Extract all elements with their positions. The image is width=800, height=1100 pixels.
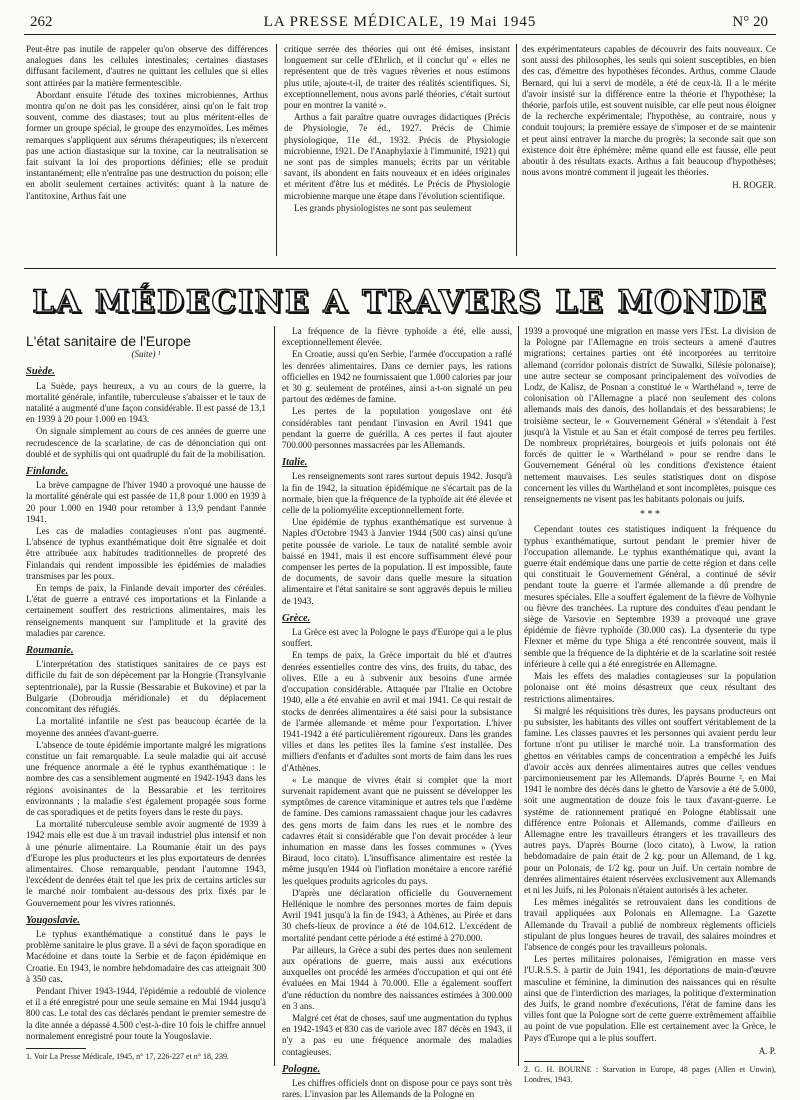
footnote-rule (524, 1061, 584, 1062)
country-heading-suede: Suède. (26, 366, 55, 378)
paragraph: Arthus a fait paraître quatre ouvrages didactiques (Précis de Physiologie, 7e éd., 1927. Précis de Chimie physiologique, 11e éd., 1932. Précis de Physiologie microbienne, 1921. De l'Anaphylaxie à l'immunité, 1921) qui ne sont pas de simples manuels; écrits par un véritable savant, ils abondent en faits nouveaux et en idées originales et méritent d'être lus et médités. Le Précis de Physiologie microbienne marque une étape dans l'évolution scientifique. (284, 112, 510, 201)
article-title: L'état sanitaire de l'Europe (26, 333, 191, 349)
issue-number: N° 20 (732, 14, 768, 30)
article-column-2 (282, 326, 512, 1100)
paragraph: critique serrée des théories qui ont été émises, insistant longuement sur celle d'Ehrlich, et il conclut qu' « elles ne représentent que de très vagues rêveries et nous estimons plus utile, ajoute-t-il, de traiter des réalités scientifiques. Si, exceptionnellement, nous avons parlé théories, c'était surtout pour en montrer la vanité ». (284, 44, 510, 111)
paragraph: Les renseignements sont rares surtout depuis 1942. Jusqu'à la fin de 1942, la situation épidémique ne s'écartait pas de la normale, bien que la fréquence de la typhoïde ait été élevée et celle de la poliomyélite exceptionnellement forte. (282, 471, 512, 516)
paragraph: Les chiffres officiels dont on dispose pour ce pays sont très rares. L'invasion par les Allemands de la Pologne en (282, 1078, 512, 1100)
column-divider (516, 44, 517, 256)
paragraph: Par ailleurs, la Grèce a subi des pertes dues non seulement aux opérations de guerre, mais aussi aux exécutions auxquelles ont procédé les armées d'occupation et qui ont été évaluées en Mai 1944 à 70.000. Elle a également souffert d'une réduction du nombre des naissances estimées à 300.000 en 3 ans. (282, 944, 512, 1011)
author-signature: A. P. (758, 1045, 776, 1056)
article-column-3 (524, 326, 776, 1084)
paragraph: La Suède, pays heureux, a vu au cours de la guerre, la mortalité générale, infantile, tuberculeuse s'abaisser et le taux de natalité a augmenté d'une façon considérable. Il est passé de 13,1 en 1939 à 20 pour 1.000 en 1943. (26, 380, 266, 425)
paragraph: L'absence de toute épidémie importante malgré les migrations constitue un fait remarquable. La seule maladie qui ait accusé une fréquence anormale a été le typhus exanthématique : le nombre des cas a sensiblement augmenté en 1942-1943 dans les régions avoisinantes de la Bessarabie et les territoires environnants ; la maladie s'est également propagée sous forme de cas sporadiques et de petits foyers dans le reste du pays. (26, 739, 266, 817)
paragraph: La mortalité tuberculeuse semble avoir augmenté de 1939 à 1942 mais elle est due à un travail industriel plus intensif et non à une pénurie alimentaire. La Roumanie était un des pays d'Europe les plus producteurs et les plus exportateurs de denrées alimentaires. Chose remarquable, pendant l'automne 1943, l'excédent de denrées était tel que les prix de certains articles sur le marché noir tombaient au-dessous des prix fixés par le Gouvernement pour les vivres rationnés. (26, 819, 266, 908)
column-divider (518, 326, 519, 1066)
section-banner: LA MÉDECINE A TRAVERS LE MONDE (32, 284, 768, 320)
paragraph: Si malgré les réquisitions très dures, les paysans producteurs ont pu subsister, les habitants des villes ont souffert véritablement de la famine. Les classes pauvres et les personnes qui avaient perdu leur fortune n'ont pu utiliser le marché noir. La transformation des ghettos en véritables camps de concentration a empêché les Juifs d'avoir accès aux denrées alimentaires autres que celles vendues parcimonieusement par les Allemands. D'après Bourne ², en Mai 1941 le nombre des décès dans le ghetto de Varsovie a été de 5.000, soit une augmentation de douze fois le taux d'avant-guerre. Le système de rationnement pratiqué en Pologne établissait une différence entre Polonais et Allemands, comme d'ailleurs en Allemagne entre les travailleurs étrangers et les travailleurs des autres pays. D'après Bourne (loco citato), à Lwow, la ration hebdomadaire de pain était de 2 kg. pour un Allemand, de 1 kg. pour un Polonais, de 1/2 kg. pour un Juif. Un certain nombre de denrées alimentaires étaient réservées exclusivement aux Allemands et ni les Juifs, ni les Polonais n'étaient autorisés à les acheter. (524, 705, 776, 895)
paragraph: Abordant ensuite l'étude des toxines microbiennes, Arthus montra qu'on ne doit pas les considérer, ainsi qu'on le fait trop souvent, comme des diastases; tout au plus méritent-elles de former un groupe spécial, le groupe des enzymoïdes. Les mêmes remarques s'appliquent aux sérums thérapeutiques; ils n'exercent pas une action diastasique sur la toxine, car la neutralisation se fait suivant la loi des proportions définies; elle se produit instantanément; elle n'entraîne pas une destruction du poison; elle en abolit seulement certaines activités: quant à la nature de l'antitoxine, Arthus fait une (26, 89, 268, 201)
paragraph: La brève campagne de l'hiver 1940 a provoqué une hausse de la mortalité générale qui est passée de 11,8 pour 1.000 en 1939 à 20 pour 1.000 en 1940 pour retomber à 13,9 pendant l'année 1941. (26, 480, 266, 524)
country-heading-pologne: Pologne. (282, 1063, 321, 1075)
paragraph: Pendant l'hiver 1943-1944, l'épidémie a redoublé de violence et il a été enregistré pour une seule semaine en Mai 1944 jusqu'à 800 cas. Le total des cas déclarés pendant le premier semestre de la dite année a dépassé 4.500 c'est-à-dire 10 fois le chiffre annuel normalement enregistré pour toute la Yougoslavie. (26, 985, 266, 1041)
paragraph: D'après une déclaration officielle du Gouvernement Hellénique le nombre des personnes mortes de faim depuis Avril 1941 jusqu'à la fin de 1943, à Athènes, au Pirée et dans 30 chefs-lieux de province a été de 104.612. L'excédent de mortalité pendant cette période a été estimé à 270.000. (282, 887, 512, 943)
page-number: 262 (30, 14, 53, 30)
section-rule (24, 268, 776, 269)
paragraph: Le typhus exanthématique a constitué dans le pays le problème sanitaire le plus grave. Il a sévi de façon sporadique en Macédoine et dans toute la Serbie et de façon épidémique en Croatie. En 1943, le nombre hebdomadaire des cas atteignait 300 à 350 cas. (26, 928, 266, 984)
paragraph: L'interprétation des statistiques sanitaires de ce pays est difficile du fait de son dépècement par la Hongrie (Transylvanie septentrionale), par la Russie (Bessarabie et Bukovine) et par la Bulgarie (Dobroudja méridionale) et du déplacement concomitant des réfugiés. (26, 659, 266, 715)
article-continuation: (Suite) ¹ (131, 349, 161, 360)
paragraph: Une épidémie de typhus exanthématique est survenue à Naples d'Octobre 1943 à Janvier 1944 (500 cas) ainsi qu'une petite poussée de variole. Le taux de natalité semble avoir baissé en 1941, mais il est encore suffisamment élevé pour compenser les pertes de la population. Il est impossible, faute de documents, de savoir dans quelle mesure la situation alimentaire et l'état sanitaire se sont aggravés depuis le milieu de 1943. (282, 517, 512, 606)
paragraph: Peut-être pas inutile de rappeler qu'on observe des différences analogues dans les cellules intestinales; certaines diastases diffusant facilement, d'autres ne quittant les cellules que si elles sont attirées par la matière fermentescible. (26, 44, 268, 88)
top-article-column-2 (284, 44, 510, 266)
section-separator: * * * (640, 509, 660, 521)
paragraph: Les grands physiologistes ne sont pas seulement (294, 202, 472, 213)
page-header (24, 12, 776, 36)
top-article-column-1 (26, 44, 268, 266)
paragraph: « Le manque de vivres était si complet que la mort survenait rapidement avant que ne puissent se développer les symptômes de carence vitaminique et autres tels que l'œdème de famine. Des camions ramassaient chaque jour les cadavres des gens morts de faim dans les rues et le nombre des cadavres était si considérable que l'on devait procéder à leur inhumation en masse dans les fosses communes » (Yves Biraud, loco citato). L'insuffisance alimentaire est restée la même jusqu'en 1944 où l'inflation monétaire a encore raréfié les quelques produits agricoles du pays. (282, 774, 512, 886)
article-column-1 (26, 330, 266, 1070)
column-divider (274, 326, 275, 1066)
country-heading-yougoslavie: Yougoslavie. (26, 914, 80, 926)
paragraph: La mortalité infantile ne s'est pas beaucoup écartée de la moyenne des années d'avant-guerre. (26, 716, 266, 738)
country-heading-roumanie: Roumanie. (26, 645, 74, 657)
paragraph: La fréquence de la fièvre typhoïde a été, elle aussi, exceptionnellement élevée. (282, 326, 512, 348)
paragraph: En temps de paix, la Finlande devait importer des céréales. L'état de guerre a entravé ces importations et la Finlande a certainement souffert des restrictions alimentaires, mais les renseignements manquent sur l'amplitude et la gravité des maladies par carence. (26, 583, 266, 638)
top-article-column-3 (522, 44, 776, 266)
paragraph: 1939 a provoqué une migration en masse vers l'Est. La division de la Pologne par l'Allemagne en trois secteurs a amené d'autres migrations; certaines parties ont été incorporées au territoire allemand (corridor polonais district de Suwalki, Silésie polonaise); une autre secteur se composant principalement des voïvodies de Lodz, de Kalisz, de Posnan a constitué le « Warthéland », terre de colonisation où l'Allemagne a placé non seulement des colons allemands mais des danois, des hollandais et des bessarabiens; le troisième secteur, le « Gouvernement Général » s'étendait à l'est jusqu'à la Vistule et au San et était composé de terres peu fertiles. De nombreux propriétaires, bourgeois et juifs polonais ont été forcés de quitter le « Warthéland » pour se rendre dans le Gouvernement Général où les conditions d'existence étaient nettement mauvaises. Les seules statistiques dont on dispose concernent les villes du Warthéland et sont incomplètes, puisque ces renseignements ne visent pas les habitants polonais ou juifs. (524, 326, 776, 505)
paragraph: En Croatie, aussi qu'en Serbie, l'armée d'occupation a raflé les denrées alimentaires. Dans ce dernier pays, les rations officielles en 1942 ne fournissaient que 1.000 calories par jour et 30 g. seulement de protéines, ainsi a-t-on signalé un peu partout des œdèmes de famine. (282, 349, 512, 405)
footnote-rule (26, 1048, 86, 1049)
country-heading-italie: Italie. (282, 457, 308, 469)
paragraph: Cependant toutes ces statistiques indiquent la fréquence du typhus exanthématique, surtout pendant le premier hiver de l'occupation allemande. Le typhus exanthématique qui, avant la guerre était endémique dans une partie de cette région et dans celle qui constituait le Gouvernement Général, a continué de sévir pendant toute la guerre et l'armée allemande a dû prendre de mesures spéciales. Elle a souffert également de la fièvre de Volhynie ou fièvre des tranchées. La rupture des conduites d'eau pendant le siège de Varsovie en Septembre 1939 a provoqué une grave épidémie de fièvre typhoïde (30.000 cas). La dysenterie du type Flexner et même du type Shiga a été rencontrée souvent, mais il semble que la fréquence de la diphtérie et de la scarlatine soit restée inférieure à celle qui a été enregistrée en Allemagne. (524, 524, 776, 669)
journal-title: LA PRESSE MÉDICALE, 19 Mai 1945 (263, 14, 537, 30)
paragraph: des expérimentateurs capables de découvrir des faits nouveaux. Ce sont aussi des philosophes, les seuls qui soient susceptibles, en bien des cas, d'émettre des hypothèses fécondes. Arthus, comme Claude Bernard, qui lui a servi de modèle, a été de ceux-là. Il a le mérite d'avoir insisté sur la différence entre la théorie et l'hypothèse; la théorie, parfois utile, est souvent nuisible, car elle peut nous éloigner de la recherche expérimentale; l'hypothèse, au contraire, nous y conduit toujours; la première essaye de s'imposer et de se maintenir et peut ainsi entraver la marche du progrès; la seconde sait que son existence doit être éphémère; même quand elle est fausse, elle peut aboutir à des résultats exacts. Arthus a fait beaucoup d'hypothèses; nous avons montré comment il jugeait les théories. (522, 44, 776, 178)
paragraph: On signale simplement au cours de ces années de guerre une recrudescence de la scarlatine, de cas de dénonciation qui ont doublé et de syphilis qui ont quadruplé du fait de la mobilisation. (26, 426, 266, 459)
paragraph: En temps de paix, la Grèce importait du blé et d'autres denrées essentielles contre des vins, des fruits, du tabac, des olives. Elle a eu à subvenir aux besoins d'une armée d'occupation considérable. Attaquée par l'Italie en Octobre 1940, elle a été envahie en avril et mai 1941. Ce qui restait de stocks de denrées alimentaires a été saisi pour la subsistance de l'armée allemande et même pour l'exportation. L'hiver 1941-1942 a été particulièrement rigoureux. Dans les grandes villes et dans les petites îles la famine s'est installée. Des milliers d'enfants et d'adultes sont morts de faim dans les rues d'Athènes. (282, 650, 512, 773)
header-rule (24, 34, 776, 35)
paragraph: Les cas de maladies contagieuses n'ont pas augmenté. L'absence de typhus exanthématique doit être signalée et doit être attribuée aux habitudes traditionnelles de propreté des Finlandais qui rendent impossible les épidémies de maladies transmises par les poux. (26, 526, 266, 581)
paragraph: La Grèce est avec la Pologne le pays d'Europe qui a le plus souffert. (282, 627, 512, 649)
paragraph: Les pertes militaires polonaises, l'émigration en masse vers l'U.R.S.S. à partir de Juin 1941, les déportations de main-d'œuvre masculine et féminine, la diminution des naissances qui en résulte ainsi que de l'interdiction des mariages, la politique d'extermination des Juifs, le grand nombre d'exécutions, l'état de famine dans les villes font que la Pologne sort de cette guerre extrêmement affaiblie au point de vue population. Elle est certainement avec la Grèce, le Pays d'Europe qui a le plus souffert. (524, 954, 776, 1043)
country-heading-finlande: Finlande. (26, 466, 69, 478)
footnote: 1. Voir La Presse Médicale, 1945, n° 17, 226-227 et n° 18, 239. (26, 1051, 229, 1061)
paragraph: Les mêmes inégalités se retrouvaient dans les conditions de travail appliquées aux Polonais en Allemagne. La Gazette Allemande du Travail a publié de nombreux règlements officiels stipulant de plus longues heures de travail, des salaires moindres et l'absence de congés pour les travailleurs polonais. (524, 897, 776, 952)
author-signature: H. ROGER. (732, 180, 776, 191)
country-heading-grece: Grèce. (282, 612, 311, 624)
paragraph: Mais les effets des maladies contagieuses sur la population polonaise ont été moins désastreux que ceux résultant des restrictions alimentaires. (524, 671, 776, 704)
paragraph: Les pertes de la population yougoslave ont été considérables tant pendant l'invasion en Avril 1941 que pendant la guerre de guérilla. A ces pertes il faut ajouter 700.000 personnes massacrées par les Allemands. (282, 406, 512, 451)
footnote: 2. G. H. BOURNE : Starvation in Europe, 48 pages (Allen et Unwin), Londres, 1943. (524, 1065, 776, 1084)
column-divider (276, 44, 277, 256)
paragraph: Malgré cet état de choses, sauf une augmentation du typhus en 1942-1943 et 830 cas de variole avec 187 décès en 1943, il n'y a pas eu une fréquence anormale des maladies contagieuses. (282, 1012, 512, 1057)
